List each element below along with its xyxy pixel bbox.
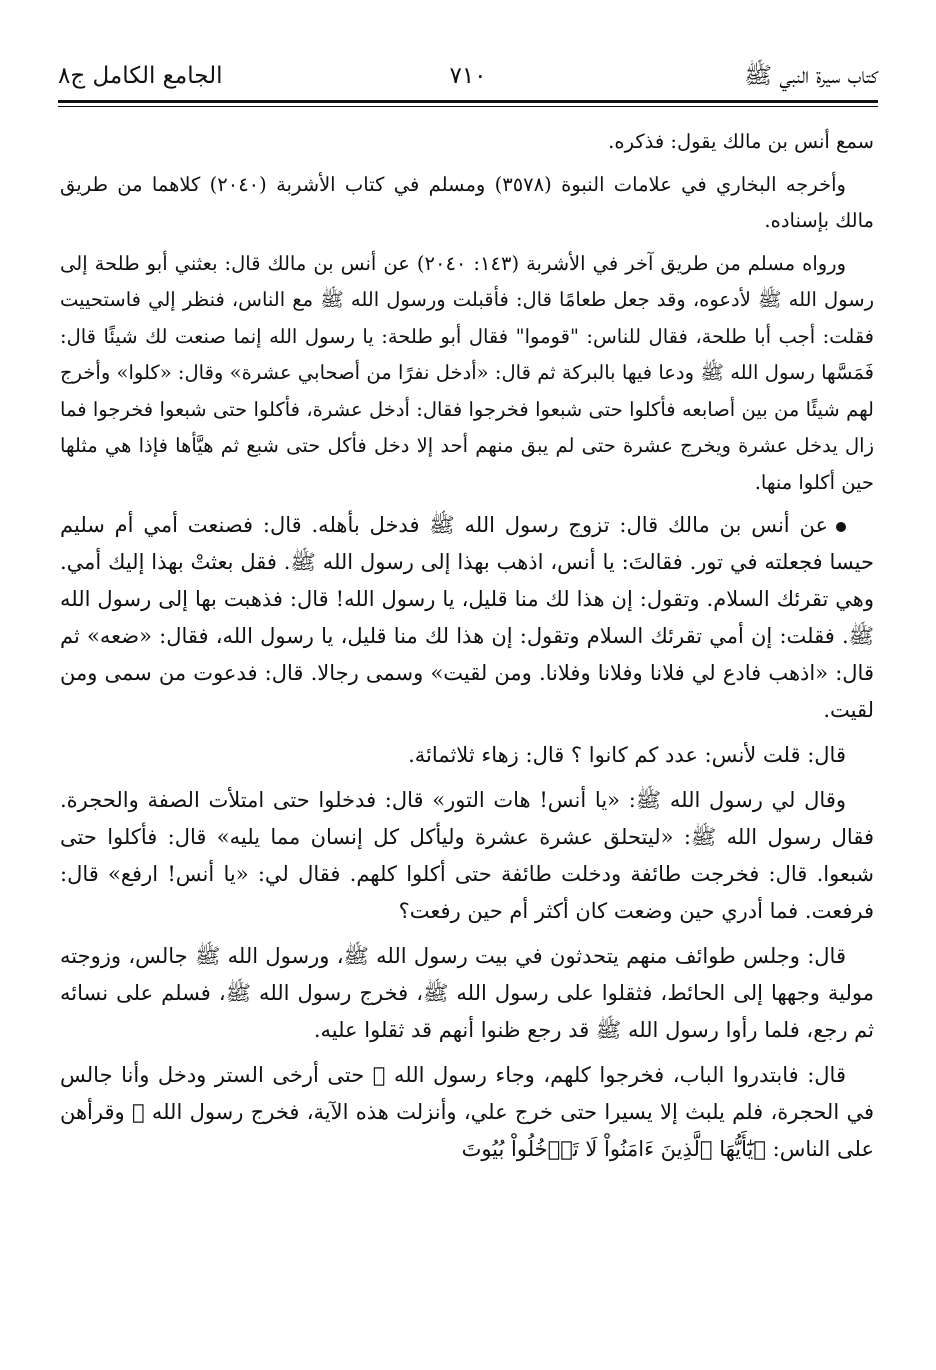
paragraph-4 [60,507,874,729]
paragraph-8: قال: فابتدروا الباب، فخرجوا كلهم، وجاء رسول الله ﷺ حتى أرخى الستر ودخل وأنا جالس في الحجرة، فلم يلبث إلا يسيرا حتى خرج علي، وأنزلت هذه الآية، فخرج رسول الله ﷺ وقرأهن على الناس: ﴿يَٰٓأَيُّهَا ٱلَّذِينَ ءَامَنُواْ لَا تَدۡخُلُواْ بُيُوتَ [60,1063,874,1161]
text-body [60,124,874,1176]
book-title: كتاب سيرة النبي ﷺ [744,63,878,89]
paragraph-3: ورواه مسلم من طريق آخر في الأشربة (١٤٣: ٢٠٤٠) عن أنس بن مالك قال: بعثني أبو طلحة إلى رسول الله ﷺ لأدعوه، وقد جعل طعامًا قال: فأقبلت ورسول الله ﷺ مع الناس، فنظر إلي فاستحييت فقلت: أجب أبا طلحة، فقال للناس: "قوموا" فقال أبو طلحة: يا رسول الله إنما صنعت لك شيئًا قال: فَمَسَّها رسول الله ﷺ ودعا فيها بالبركة ثم قال: «أدخل نفرًا من أصحابي عشرة» وقال: «كلوا» وأخرج لهم شيئًا من بين أصابعه فأكلوا حتى شبعوا فخرجوا فقال: أدخل عشرة، فأكلوا حتى شبعوا فخرجوا فما زال يدخل عشرة ويخرج عشرة حتى لم يبق منهم أحد إلا دخل فأكل حتى شبع ثم هيَّأها فإذا هي مثلها حين أكلوا منها. [60,251,874,494]
header-rule-thin [58,106,878,107]
header-rule-thick [58,100,878,103]
volume-label: الجامع الكامل ج٨ [58,63,223,89]
paragraph-6: وقال لي رسول الله ﷺ: «يا أنس! هات التور» قال: فدخلوا حتى امتلأت الصفة والحجرة. فقال رسول الله ﷺ: «ليتحلق عشرة عشرة وليأكل كل إنسان مما يليه» قال: فأكلوا حتى شبعوا. قال: فخرجت طائفة ودخلت طائفة حتى أكلوا كلهم. فقال لي: «يا أنس! ارفع» قال: فرفعت. فما أدري حين وضعت كان أكثر أم حين رفعت؟ [60,788,874,923]
paragraph-5: قال: قلت لأنس: عدد كم كانوا ؟ قال: زهاء ثلاثمائة. [408,743,846,767]
bullet-icon [836,522,846,532]
paragraph-4-text: عن أنس بن مالك قال: تزوج رسول الله ﷺ فدخل بأهله. قال: فصنعت أمي أم سليم حيسا فجعلته في تور. فقالتَ: يا أنس، اذهب بهذا إلى رسول الله ﷺ. فقل بعثتْ بهذا إليك أمي. وهي تقرئك السلام. وتقول: إن هذا لك منا قليل، يا رسول الله! قال: فذهبت بها إلى رسول الله ﷺ. فقلت: إن أمي تقرئك السلام وتقول: إن هذا لك منا قليل، يا رسول الله، فقال: «ضعه» ثم قال: «اذهب فادع لي فلانا وفلانا وفلانا. ومن لقيت» وسمى رجالا. قال: فدعوت من سمى ومن لقيت. [60,513,874,722]
paragraph-7: قال: وجلس طوائف منهم يتحدثون في بيت رسول الله ﷺ، ورسول الله ﷺ جالس، وزوجته مولية وجهها إلى الحائط، فثقلوا على رسول الله ﷺ، فخرج رسول الله ﷺ، فسلم على نسائه ثم رجع، فلما رأوا رسول الله ﷺ قد رجع ظنوا أنهم قد ثقلوا عليه. [60,944,874,1042]
paragraph-1: سمع أنس بن مالك يقول: فذكره. [608,130,874,153]
page-number: ٧١٠ [449,63,487,89]
paragraph-2: وأخرجه البخاري في علامات النبوة (٣٥٧٨) ومسلم في كتاب الأشربة (٢٠٤٠) كلاهما من طريق مالك بإسناده. [60,172,874,232]
running-header [58,56,878,96]
